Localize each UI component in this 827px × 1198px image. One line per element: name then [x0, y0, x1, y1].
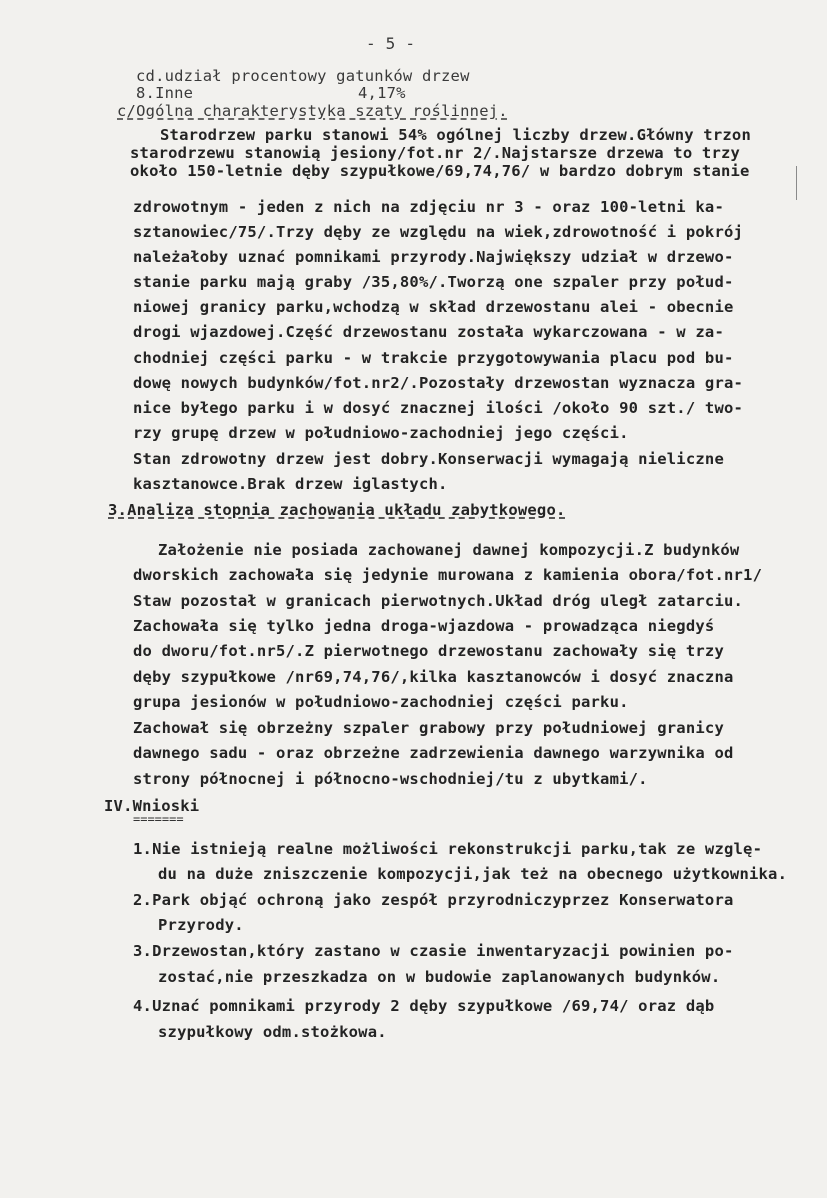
para2-line-11: Stan zdrowotny drzew jest dobry.Konserwacji wymagają nieliczne — [133, 450, 724, 468]
para2-line-8: dowę nowych budynków/fot.nr2/.Pozostały drzewostan wyznacza gra- — [133, 374, 744, 392]
para3-line-10: strony północnej i północno-wschodniej/tu z ubytkami/. — [133, 770, 648, 788]
heading-iv-underline: ======= — [133, 812, 184, 826]
conclusion-line-4: Przyrody. — [158, 916, 244, 934]
para2-line-4: stanie parku mają graby /35,80%/.Tworzą one szpaler przy połud- — [133, 273, 734, 291]
para3-line-1: Założenie nie posiada zachowanej dawnej kompozycji.Z budynków — [158, 541, 740, 559]
top-line-2-value: 4,17% — [358, 84, 406, 102]
para2-line-5: niowej granicy parku,wchodzą w skład drzewostanu alei - obecnie — [133, 298, 734, 316]
heading-c: c/Ogólna charakterystyka szaty roślinnej. — [117, 102, 508, 120]
para2-line-12: kasztanowce.Brak drzew iglastych. — [133, 475, 448, 493]
page-number: - 5 - — [366, 34, 416, 53]
conclusion-line-2: du na duże zniszczenie kompozycji,jak też na obecnego użytkownika. — [158, 865, 788, 883]
conclusion-line-5: 3.Drzewostan,który zastano w czasie inwentaryzacji powinien po- — [133, 942, 734, 960]
para3-line-3: Staw pozostał w granicach pierwotnych.Układ dróg uległ zatarciu. — [133, 592, 744, 610]
heading-iv: IV.Wnioski — [104, 797, 200, 815]
para2-line-1: zdrowotnym - jeden z nich na zdjęciu nr 3 - oraz 100-letni ka- — [133, 198, 724, 216]
para3-line-4: Zachowała się tylko jedna droga-wjazdowa - prowadząca niegdyś — [133, 617, 715, 635]
conclusion-line-3: 2.Park objąć ochroną jako zespół przyrodniczyprzez Konserwatora — [133, 891, 734, 909]
para3-line-8: Zachował się obrzeżny szpaler grabowy przy południowej granicy — [133, 719, 724, 737]
para3-line-2: dworskich zachowała się jedynie murowana z kamienia obora/fot.nr1/ — [133, 566, 763, 584]
conclusion-line-1: 1.Nie istnieją realne możliwości rekonstrukcji parku,tak ze wzglę- — [133, 840, 763, 858]
conclusion-line-7: 4.Uznać pomnikami przyrody 2 dęby szypułkowe /69,74/ oraz dąb — [133, 997, 715, 1015]
para2-line-6: drogi wjazdowej.Część drzewostanu została wykarczowana - w za- — [133, 323, 724, 341]
top-line-2-label: 8.Inne — [136, 84, 194, 102]
top-line-1: cd.udział procentowy gatunków drzew — [136, 67, 470, 85]
conclusion-line-8: szypułkowy odm.stożkowa. — [158, 1023, 387, 1041]
heading-3: 3.Analiza stopnia zachowania układu zabytkowego. — [108, 501, 566, 519]
para2-line-7: chodniej części parku - w trakcie przygotowywania placu pod bu- — [133, 349, 734, 367]
margin-mark — [796, 166, 797, 200]
para3-line-5: do dworu/fot.nr5/.Z pierwotnego drzewostanu zachowały się trzy — [133, 642, 724, 660]
para1-line-1: Starodrzew parku stanowi 54% ogólnej liczby drzew.Główny trzon — [160, 126, 751, 144]
para3-line-9: dawnego sadu - oraz obrzeżne zadrzewienia dawnego warzywnika od — [133, 744, 734, 762]
para2-line-2: sztanowiec/75/.Trzy dęby ze względu na wiek,zdrowotność i pokrój — [133, 223, 744, 241]
para2-line-10: rzy grupę drzew w południowo-zachodniej jego części. — [133, 424, 629, 442]
para2-line-3: należałoby uznać pomnikami przyrody.Największy udział w drzewo- — [133, 248, 734, 266]
conclusion-line-6: zostać,nie przeszkadza on w budowie zaplanowanych budynków. — [158, 968, 721, 986]
para3-line-6: dęby szypułkowe /nr69,74,76/,kilka kasztanowców i dosyć znaczna — [133, 668, 734, 686]
para2-line-9: nice byłego parku i w dosyć znacznej ilości /około 90 szt./ two- — [133, 399, 744, 417]
para1-line-2: starodrzewu stanowią jesiony/fot.nr 2/.Najstarsze drzewa to trzy — [130, 144, 741, 162]
para1-line-3: około 150-letnie dęby szypułkowe/69,74,76/ w bardzo dobrym stanie — [130, 162, 750, 180]
para3-line-7: grupa jesionów w południowo-zachodniej części parku. — [133, 693, 629, 711]
